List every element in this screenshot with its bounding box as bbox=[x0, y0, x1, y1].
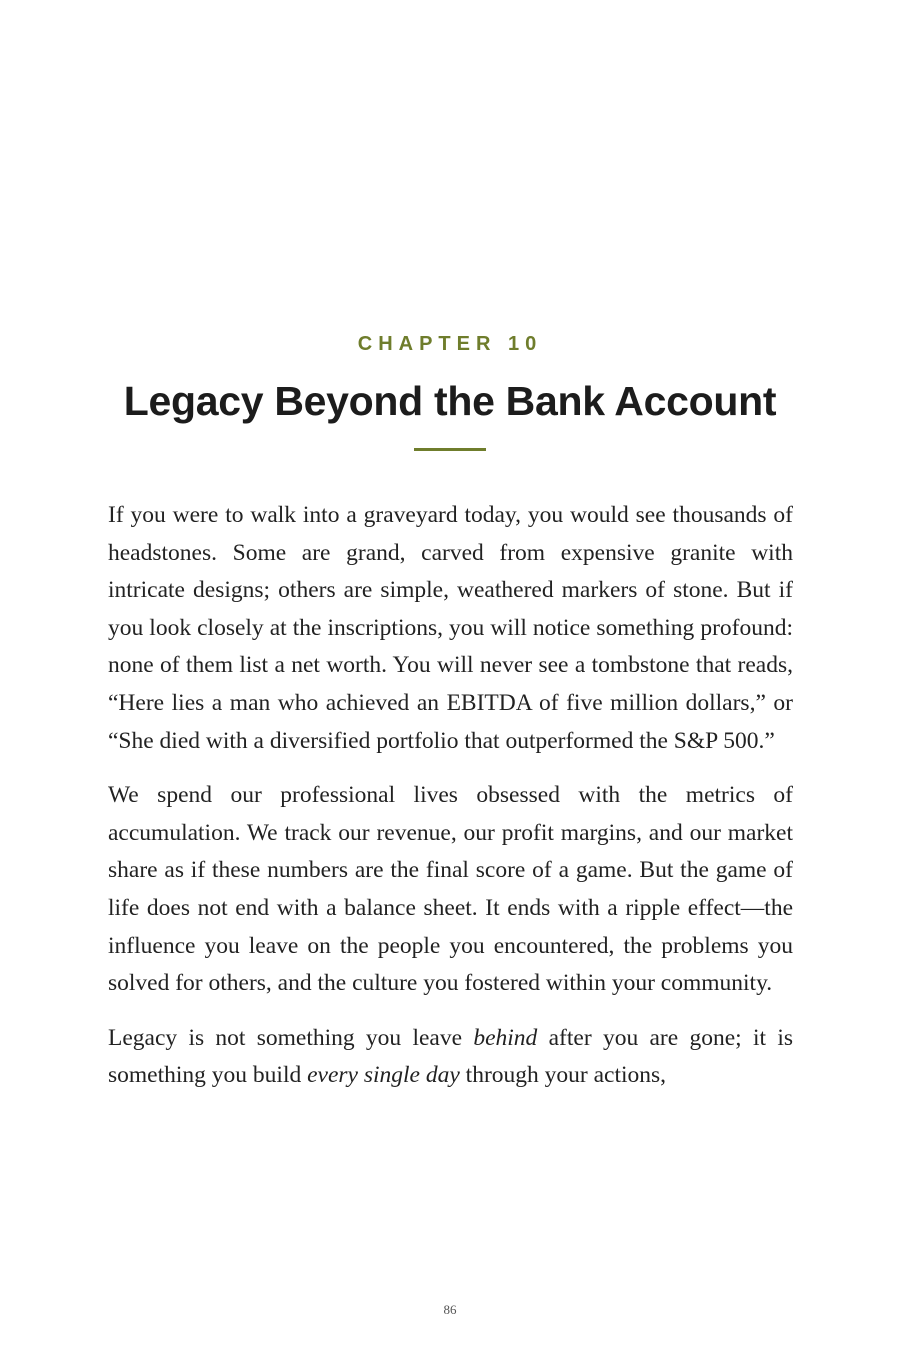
paragraph-1: If you were to walk into a graveyard today, you would see thousands of headstones. Some are grand, carved from expensive granite with intricate designs; others are simple, weathered markers of stone. But if you look closely at the inscriptions, you will notice something profound: none of them list a net worth. You will never see a tombstone that reads, “Here lies a man who achieved an EBITDA of five million dollars,” or “She died with a diversified portfolio that outperformed the S&P 500.” bbox=[108, 502, 793, 754]
chapter-body bbox=[108, 497, 793, 1112]
paragraph-3 bbox=[108, 1020, 793, 1095]
paragraph-3-text-1: Legacy is not something you leave bbox=[108, 1024, 474, 1051]
paragraph-2: We spend our professional lives obsessed with the metrics of accumulation. We track our revenue, our profit margins, and our market share as if these numbers are the final score of a game. But the game of life does not end with a balance sheet. It ends with a ripple effect—the influence you leave on the people you encountered, the problems you solved for others, and the culture you fostered within your community. bbox=[108, 782, 793, 997]
page-number: 86 bbox=[443, 1302, 457, 1317]
chapter-label: CHAPTER 10 bbox=[357, 333, 543, 355]
paragraph-3-text-3: through your actions, bbox=[459, 1062, 667, 1089]
paragraph-3-text-2: after you are gone; it is something you build bbox=[108, 1024, 793, 1089]
title-divider bbox=[414, 448, 486, 451]
paragraph-3-emphasis-1: behind bbox=[473, 1024, 538, 1051]
paragraph-3-emphasis-2: every single day bbox=[307, 1062, 460, 1089]
chapter-title: Legacy Beyond the Bank Account bbox=[123, 378, 777, 424]
